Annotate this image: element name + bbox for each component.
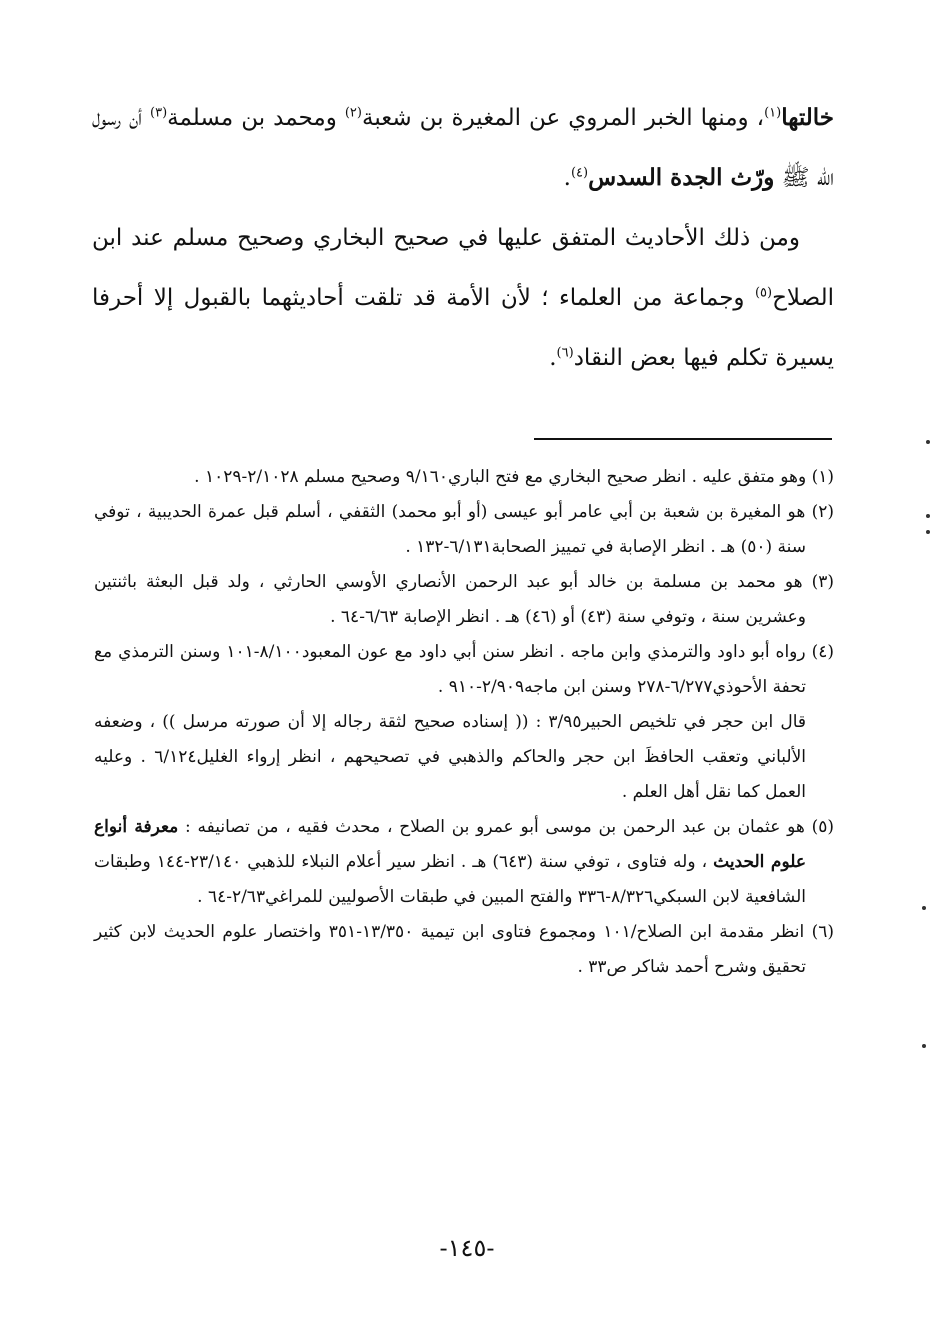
footnote-ref-5: (٥) [754,285,773,301]
main-paragraph-2 [92,208,834,388]
footnote-ref-1: (١) [764,105,782,121]
main-text-segment: . [549,345,557,371]
main-word-khalatiha: خالتها [781,104,835,131]
footnote-ref-6: (٦) [556,345,574,361]
main-text-segment: وجماعة من العلماء ؛ لأن الأمة قد تلقت أحاديثهما بالقبول إلا أحرفا يسيرة تكلم فيها بعض النقاد [92,285,834,371]
footnote-3: (٣) هو محمد بن مسلمة بن خالد أبو عبد الرحمن الأنصاري الأوسي الحارثي ، ولد قبل البعثة باثنتين وعشرين سنة ، وتوفي سنة (٤٣) أو (٤٦) هـ . انظر الإصابة ٦/٦٣-٦٤ . [94,572,834,627]
footnote-4: (٤) رواه أبو داود والترمذي وابن ماجه . انظر سنن أبي داود مع عون المعبود٨/١٠٠-١٠١ وسنن الترمذي مع تحفة الأحوذي٦/٢٧٧-٢٧٨ وسنن ابن ماجه٢/٩٠٩-٩١٠ . [94,642,835,697]
page-number: -١٤٥- [439,1234,495,1262]
main-text-segment: أن رسول الله ﷺ [92,105,834,191]
footnote-5-text: (٥) هو عثمان بن عبد الرحمن بن موسى أبو عمرو بن الصلاح ، محدث فقيه ، من تصانيفه : [178,817,834,837]
scan-speck [926,530,930,534]
footnote-4-continuation: قال ابن حجر في تلخيص الحبير٣/٩٥ : (( إسناده صحيح لثقة رجاله إلا أن صورته مرسل )) ، وضعفه الألباني وتعقب الحافظَ ابن حجر والحاكم والذهبي في تصحيحهم ، انظر إرواء الغليل٦/١٢٤ . وعليه العمل كما نقل أهل العلم . [94,712,806,802]
footnote-ref-2: (٢) [344,105,362,121]
main-hadith-quote: ورّث الجدة السدس [588,164,775,191]
main-text-segment: . [563,165,571,191]
scan-speck [922,1044,926,1048]
scan-speck [926,440,930,444]
footnote-ref-3: (٣) [150,105,168,121]
main-text-segment: ، ومنها الخبر المروي عن المغيرة بن شعبة [361,105,765,131]
main-text-segment: ومن ذلك الأحاديث المتفق عليها في صحيح البخاري وصحيح مسلم عند ابن الصلاح [92,225,834,311]
footnote-separator [534,438,832,440]
footnote-1: (١) وهو متفق عليه . انظر صحيح البخاري مع فتح الباري٩/١٦٠ وصحيح مسلم ٢/١٠٢٨-١٠٢٩ . [194,467,834,487]
footnote-5-text-rest: ، وله فتاوى ، توفي سنة (٦٤٣) هـ . انظر سير أعلام النبلاء للذهبي ٢٣/١٤٠-١٤٤ وطبقات الشافعية لابن السبكي٨/٣٢٦-٣٣٦ والفتح المبين في طبقات الأصوليين للمراغي٢/٦٣-٦٤ . [94,852,806,907]
main-text-block [92,88,834,388]
scan-speck [926,514,930,518]
main-text-segment: ومحمد بن مسلمة [167,105,345,131]
footnote-2: (٢) هو المغيرة بن شعبة بن أبي عامر أبو عيسى (أو أبو محمد) الثقفي ، أسلم قبل عمرة الحديبية ، توفي سنة (٥٠) هـ . انظر الإصابة في تمييز الصحابة٦/١٣١-١٣٢ . [94,502,834,557]
footnote-6: (٦) انظر مقدمة ابن الصلاح/١٠١ ومجموع فتاوى ابن تيمية ١٣/٣٥٠-٣٥١ واختصار علوم الحديث لابن كثير تحقيق وشرح أحمد شاكر ص٣٣ . [94,922,834,977]
footnote-5-book-title: معرفة أنواع علوم الحديث [94,817,806,872]
main-paragraph-1 [92,88,834,208]
footnote-5 [94,810,834,915]
footnotes-block [94,460,834,985]
footnote-ref-4: (٤) [570,165,589,181]
scan-speck [922,906,926,910]
